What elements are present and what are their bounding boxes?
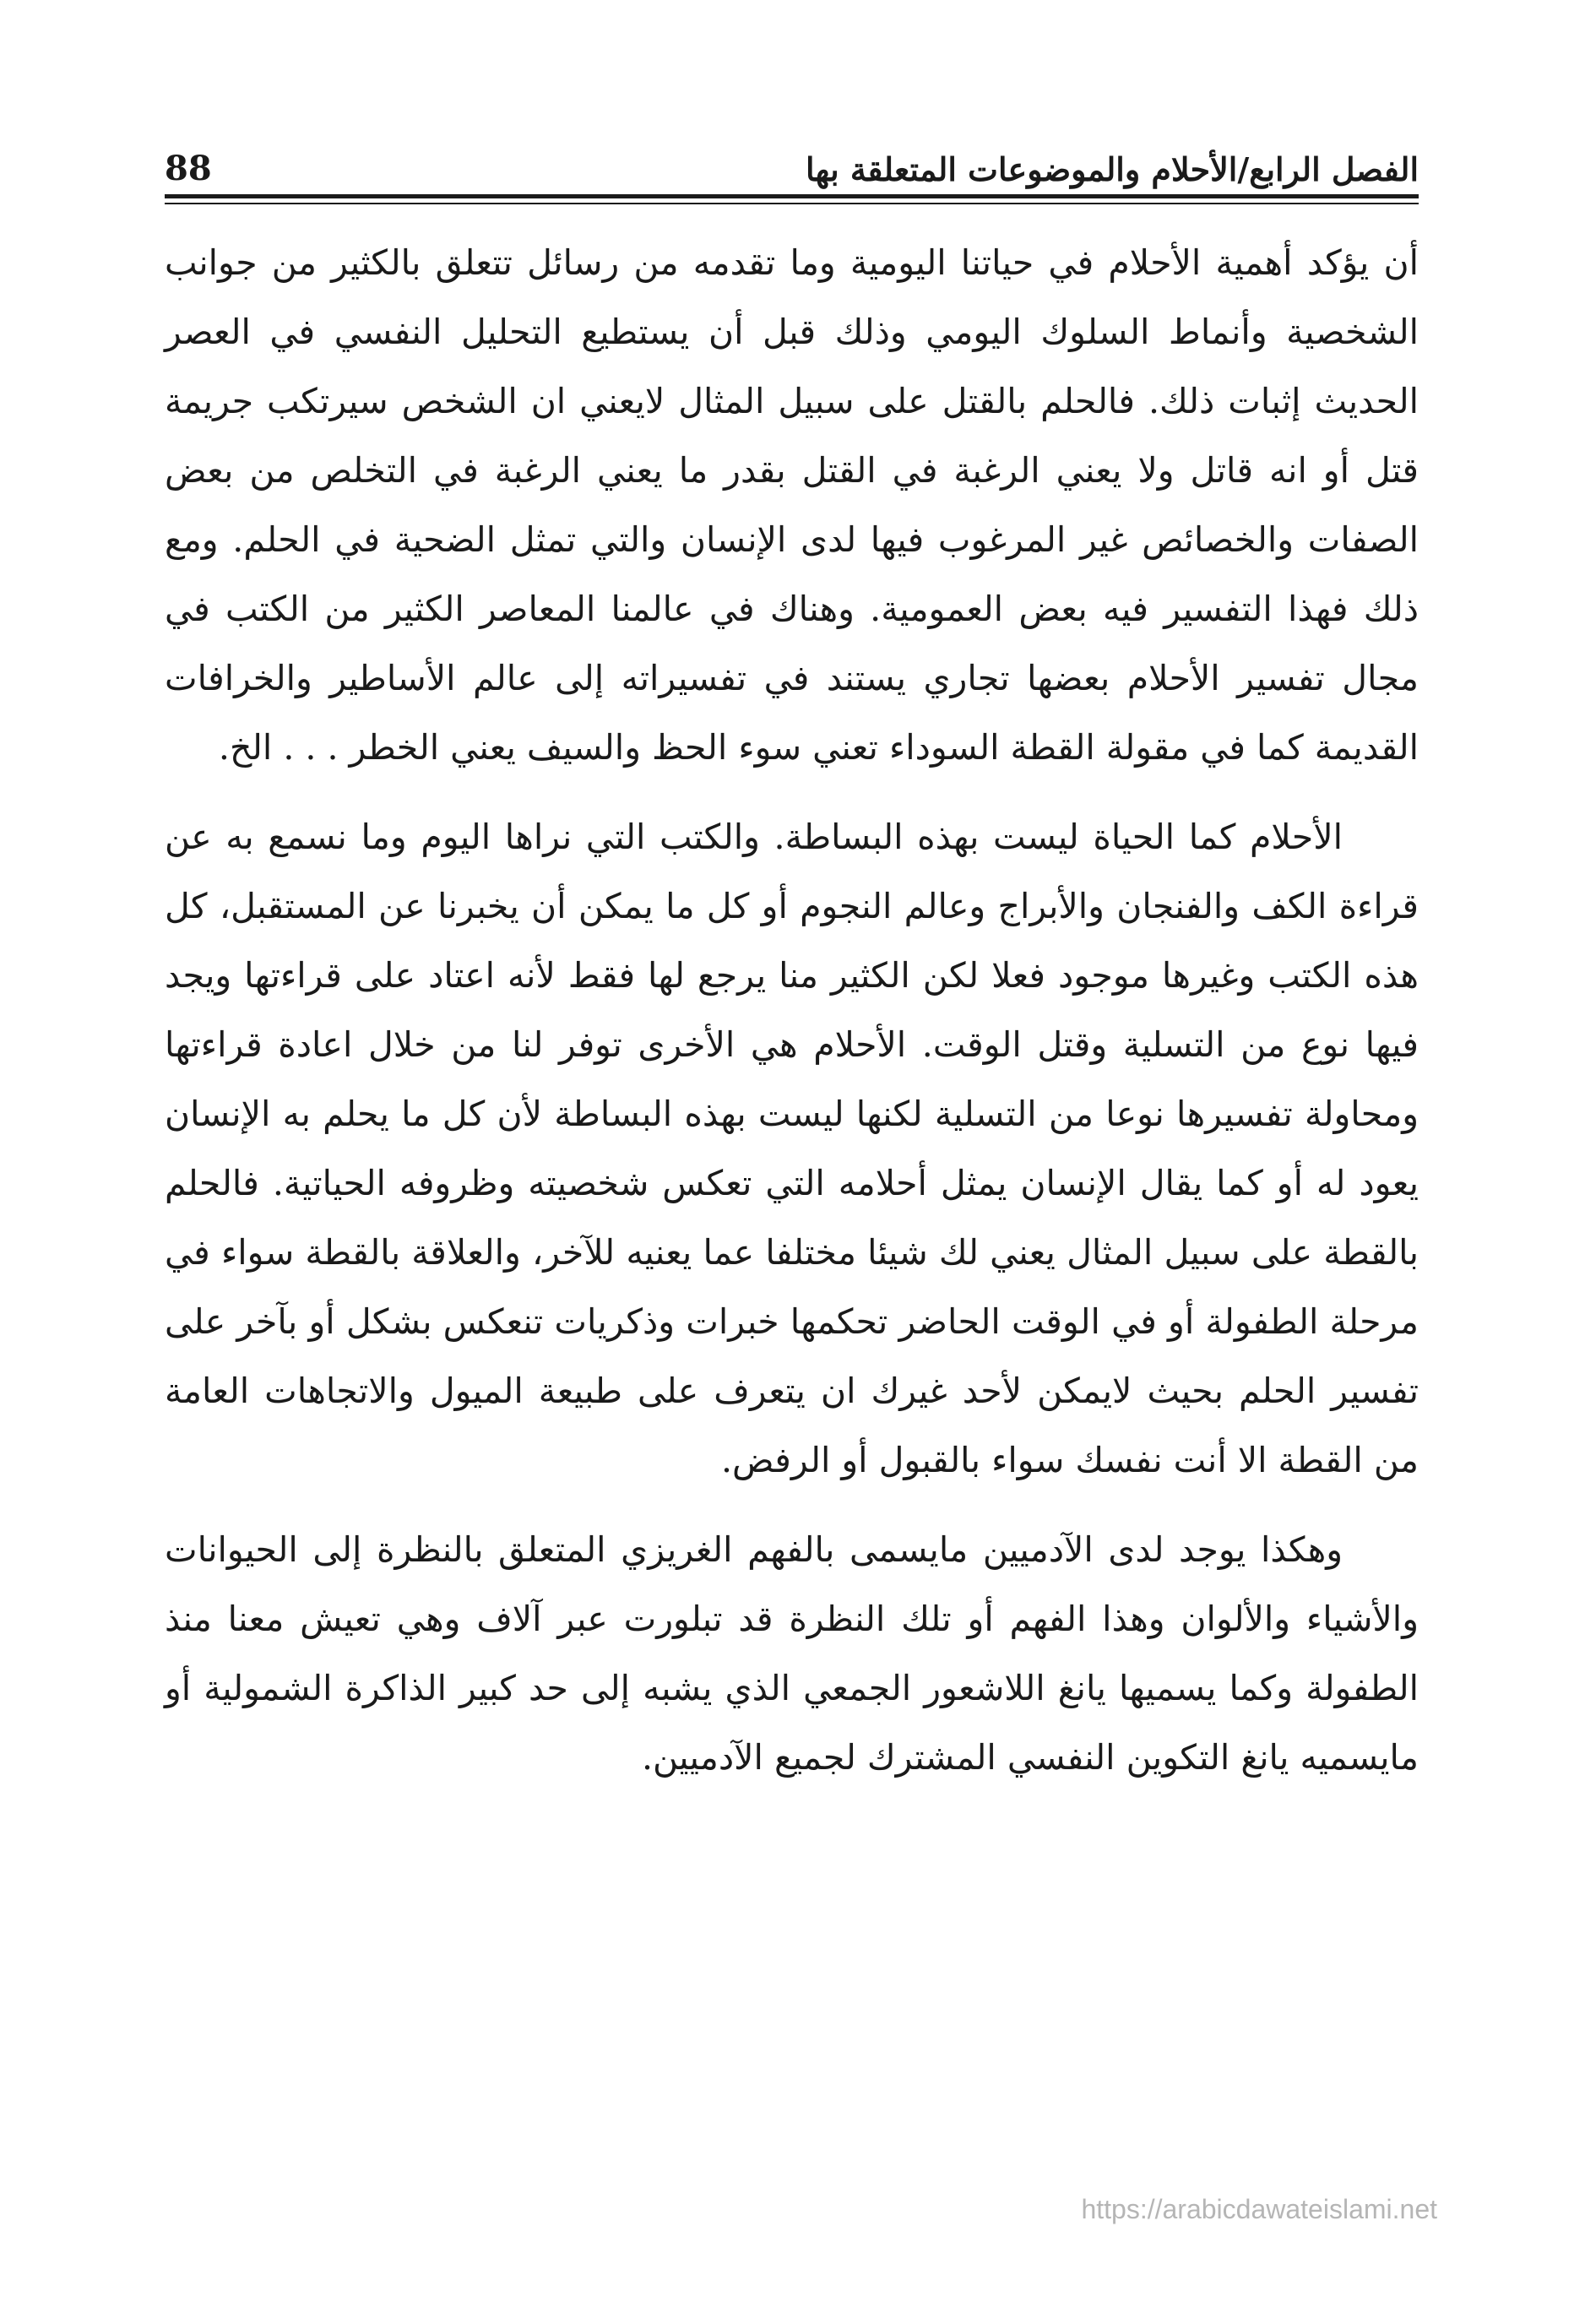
watermark-url: https://arabicdawateislami.net (1081, 2194, 1437, 2224)
header-rule-thick (165, 194, 1419, 198)
page-header (165, 135, 1419, 186)
page-number: 88 (165, 149, 212, 188)
body-text (165, 228, 1419, 1812)
paragraph-2: الأحلام كما الحياة ليست بهذه البساطة. والكتب التي نراها اليوم وما نسمع به عن قراءة الكف والفنجان والأبراج وعالم النجوم أو كل ما يمكن أن يخبرنا عن المستقبل، كل هذه الكتب وغيرها موجود فعلا لكن الكثير منا يرجع لها فقط لأنه اعتاد على قراءتها ويجد فيها نوع من التسلية وقتل الوقت. الأحلام هي الأخرى توفر لنا من خلال اعادة قراءتها ومحاولة تفسيرها نوعا من التسلية لكنها ليست بهذه البساطة لأن كل ما يحلم به الإنسان يعود له أو كما يقال الإنسان يمثل أحلامه التي تعكس شخصيته وظروفه الحياتية. فالحلم بالقطة على سبيل المثال يعني لك شيئا مختلفا عما يعنيه للآخر، والعلاقة بالقطة سواء في مرحلة الطفولة أو في الوقت الحاضر تحكمها خبرات وذكريات تنعكس بشكل أو بآخر على تفسير الحلم بحيث لايمكن لأحد غيرك ان يتعرف على طبيعة الميول والاتجاهات العامة من القطة الا أنت نفسك سواء بالقبول أو الرفض. (165, 817, 1419, 1480)
paragraph-3: وهكذا يوجد لدى الآدميين مايسمى بالفهم الغريزي المتعلق بالنظرة إلى الحيوانات والأشياء والألوان وهذا الفهم أو تلك النظرة قد تبلورت عبر آلاف وهي تعيش معنا منذ الطفولة وكما يسميها يانغ اللاشعور الجمعي الذي يشبه إلى حد كبير الذاكرة الشمولية أو مايسميه يانغ التكوين النفسي المشترك لجميع الآدميين. (165, 1529, 1419, 1778)
header-rule-thin (165, 203, 1419, 204)
running-title: الفصل الرابع/الأحلام والموضوعات المتعلقة بها (805, 150, 1419, 188)
paragraph-1: أن يؤكد أهمية الأحلام في حياتنا اليومية وما تقدمه من رسائل تتعلق بالكثير من جوانب الشخصية وأنماط السلوك اليومي وذلك قبل أن يستطيع التحليل النفسي في العصر الحديث إثبات ذلك. فالحلم بالقتل على سبيل المثال لايعني ان الشخص سيرتكب جريمة قتل أو انه قاتل ولا يعني الرغبة في القتل بقدر ما يعني الرغبة في التخلص من بعض الصفات والخصائص غير المرغوب فيها لدى الإنسان والتي تمثل الضحية في الحلم. ومع ذلك فهذا التفسير فيه بعض العمومية. وهناك في عالمنا المعاصر الكثير من الكتب في مجال تفسير الأحلام بعضها تجاري يستند في تفسيراته إلى عالم الأساطير والخرافات القديمة كما في مقولة القطة السوداء تعني سوء الحظ والسيف يعني الخطر . . . الخ. (165, 242, 1419, 768)
